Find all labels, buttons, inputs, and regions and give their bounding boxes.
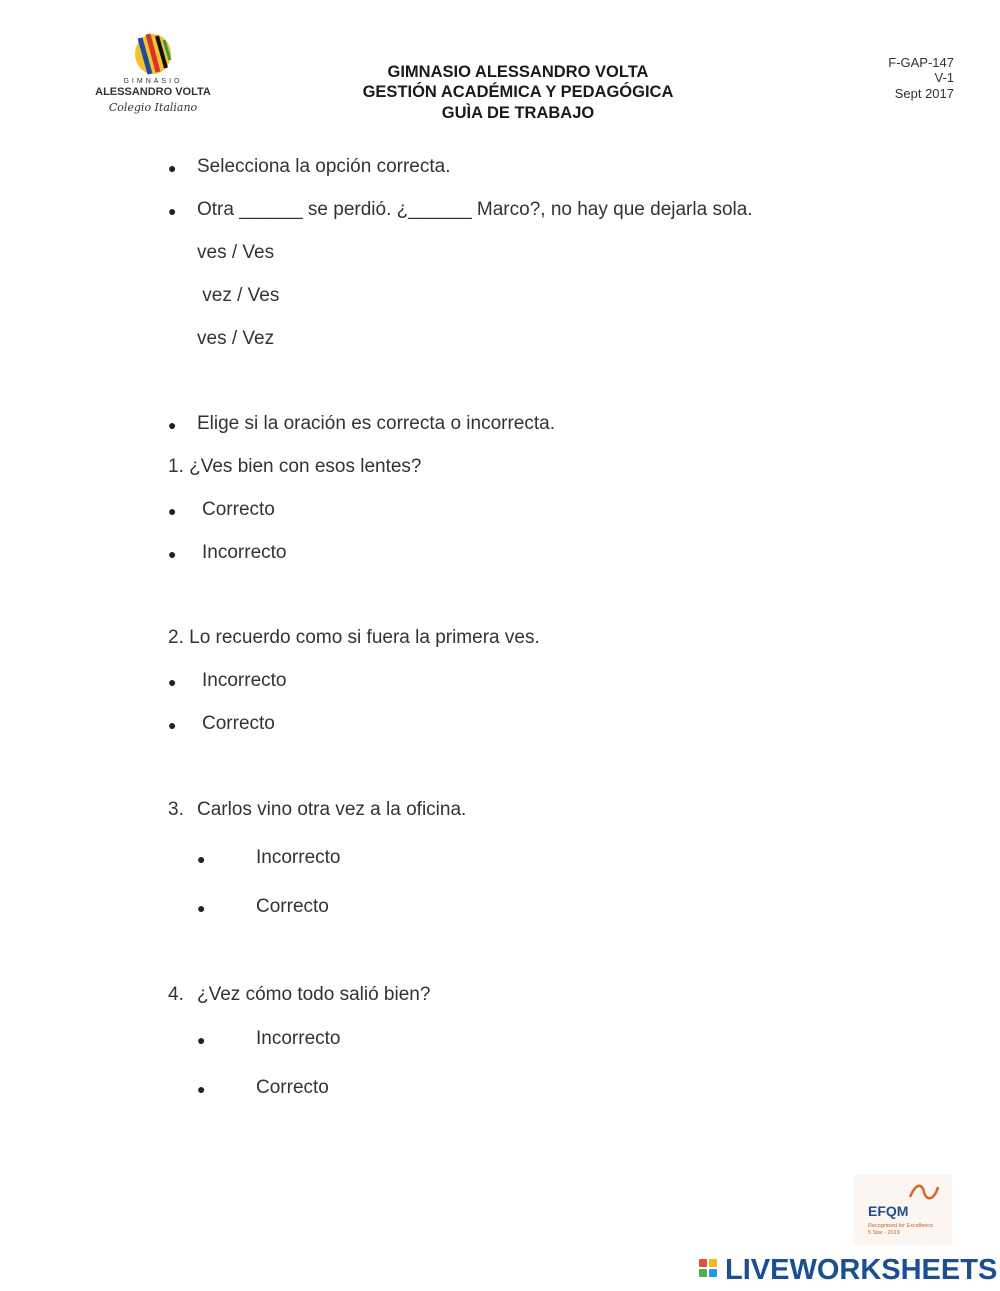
bullet-icon: ●	[168, 203, 177, 219]
logo-small-text: GIMNASIO	[123, 78, 183, 85]
efqm-infinity-icon	[906, 1181, 942, 1203]
efqm-subtitle: Recognised for Excellence 5 Star - 2019	[868, 1223, 934, 1236]
section2-instruction: Elige si la oración es correcta o incorrecta.	[197, 413, 555, 434]
section1-option-3[interactable]: ves / Vez	[197, 328, 275, 349]
bullet-icon: ●	[197, 900, 206, 916]
question-3-number: 3.	[168, 799, 184, 820]
section1-option-2[interactable]: vez / Ves	[197, 285, 280, 306]
question-3-option-2[interactable]: Correcto	[256, 896, 329, 917]
question-4-text: ¿Vez cómo todo salió bien?	[197, 984, 431, 1005]
document-date: Sept 2017	[894, 86, 954, 101]
question-4-option-1[interactable]: Incorrecto	[256, 1028, 341, 1049]
question-4-number: 4.	[168, 984, 184, 1005]
section1-instruction: Selecciona la opción correcta.	[197, 156, 451, 177]
logo-school-name: ALESSANDRO VOLTA	[95, 86, 211, 98]
document-code: F-GAP-147	[888, 55, 954, 70]
brand-square-4	[709, 1269, 717, 1277]
section1-option-1[interactable]: ves / Ves	[197, 242, 275, 263]
question-3-option-1[interactable]: Incorrecto	[256, 847, 341, 868]
bullet-icon: ●	[168, 674, 177, 690]
efqm-label: EFQM	[868, 1203, 909, 1219]
header-title-line-3: GUÌA DE TRABAJO	[441, 104, 595, 122]
question-4-option-2[interactable]: Correcto	[256, 1077, 329, 1098]
question-2-text: 2. Lo recuerdo como si fuera la primera ves.	[168, 627, 540, 648]
brand-square-1	[699, 1259, 707, 1267]
school-logo	[88, 30, 218, 122]
bullet-icon: ●	[168, 546, 177, 562]
brand-square-3	[699, 1269, 707, 1277]
header-title-line-1: GIMNASIO ALESSANDRO VOLTA	[387, 63, 649, 81]
header-title-line-2: GESTIÓN ACADÉMICA Y PEDAGÓGICA	[362, 83, 674, 101]
bullet-icon: ●	[168, 160, 177, 176]
bullet-icon: ●	[168, 503, 177, 519]
brand-square-2	[709, 1259, 717, 1267]
question-2-option-1[interactable]: Incorrecto	[202, 670, 287, 691]
logo-script-text: Colegio Italiano	[108, 101, 198, 114]
liveworksheets-logo-text: LIVEWORKSHEETS	[725, 1254, 998, 1286]
bullet-icon: ●	[197, 1032, 206, 1048]
section1-sentence: Otra ______ se perdió. ¿______ Marco?, no hay que dejarla sola.	[197, 199, 753, 220]
question-3-text: Carlos vino otra vez a la oficina.	[197, 799, 467, 820]
question-1-text: 1. ¿Ves bien con esos lentes?	[168, 456, 422, 477]
question-2-option-2[interactable]: Correcto	[202, 713, 275, 734]
document-version: V-1	[934, 70, 954, 85]
bullet-icon: ●	[168, 417, 177, 433]
bullet-icon: ●	[168, 717, 177, 733]
bullet-icon: ●	[197, 851, 206, 867]
school-logo-emblem-icon	[120, 30, 186, 78]
question-1-option-2[interactable]: Incorrecto	[202, 542, 287, 563]
question-1-option-1[interactable]: Correcto	[202, 499, 275, 520]
efqm-badge	[854, 1175, 952, 1245]
bullet-icon: ●	[197, 1081, 206, 1097]
